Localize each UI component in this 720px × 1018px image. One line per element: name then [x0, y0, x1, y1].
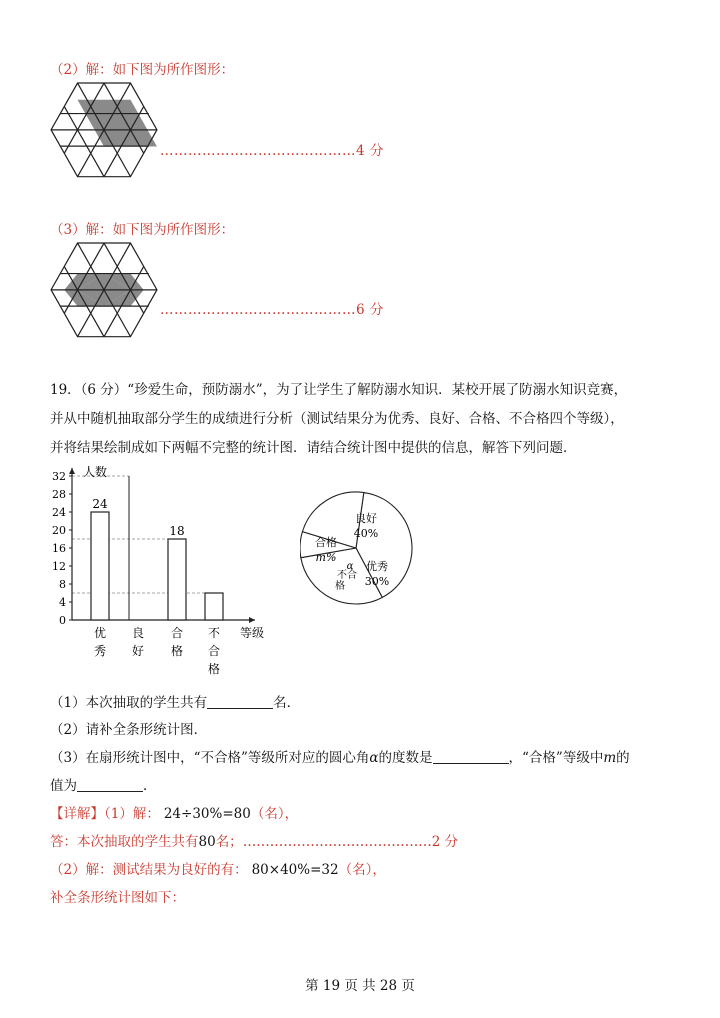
q3-m-blank[interactable]: [77, 777, 143, 792]
bar-不合格: [205, 593, 223, 620]
pie-value-优秀: 30%: [364, 575, 390, 588]
x-tick-label-良好-1: 好: [131, 644, 145, 658]
q3-prefix: （3）在扇形统计图中，“不合格”等级所对应的圆心角: [50, 750, 370, 766]
q19-line1: 19．（6 分）“珍爱生命，预防溺水”，为了让学生了解防溺水知识．某校开展了防溺水知识竞赛，: [50, 382, 628, 398]
y-tick-label-8: 8: [59, 578, 66, 591]
page-footer: 第 19 页 共 28 页: [305, 978, 415, 994]
solution-line1: [50, 802, 298, 822]
y-tick-label-32: 32: [52, 470, 66, 483]
pie-value-良好: 40%: [353, 527, 379, 540]
pie-label-合格: 合格: [315, 536, 337, 549]
part2-heading: （2）解：如下图为所作图形：: [50, 62, 235, 78]
x-axis-arrow: [249, 617, 255, 623]
q1-suffix: 名．: [273, 695, 301, 711]
data-label-合格: 18: [169, 524, 185, 538]
y-tick-label-0: 0: [59, 614, 66, 627]
triangle-grid: [51, 243, 157, 337]
pie-label-优秀: 优秀: [366, 560, 388, 573]
hexagon-figure-part2: [48, 82, 160, 194]
x-tick-label-优秀-1: 秀: [93, 644, 107, 658]
solution-line3-unit: （名），: [338, 862, 386, 878]
q3-alpha-blank[interactable]: [433, 749, 509, 764]
solution-line2: [50, 830, 458, 850]
y-tick-label-4: 4: [59, 596, 66, 609]
pie-label-良好: 良好: [355, 512, 377, 525]
solution-line3: [50, 858, 386, 878]
y-axis-label: 人数: [83, 465, 108, 479]
pie-chart: [300, 490, 420, 610]
y-tick-label-16: 16: [52, 542, 66, 555]
solution-line2-num: 80: [198, 834, 216, 850]
q1: [50, 691, 300, 711]
q3-line2: [50, 774, 157, 794]
y-tick-label-28: 28: [52, 488, 66, 501]
triangle-grid: [51, 83, 157, 177]
solution-line1-unit: （名），: [250, 806, 299, 822]
y-tick-label-24: 24: [52, 506, 66, 519]
y-tick-label-20: 20: [52, 524, 66, 537]
q3-mid2: ，“合格”等级中: [508, 750, 604, 766]
q1-prefix: （1）本次抽取的学生共有: [50, 695, 208, 711]
q3-line2-prefix: 值为: [50, 778, 77, 794]
part3-score: ……………………………………6 分: [160, 302, 384, 318]
bar-优秀: [91, 512, 109, 620]
q19-line2: 并从中随机抽取部分学生的成绩进行分析（测试结果分为优秀、良好、合格、不合格四个等级），: [50, 411, 624, 427]
x-tick-label-合格-0: 合: [170, 626, 184, 640]
q3-line1: [50, 746, 630, 766]
q3-line2-suffix: ．: [143, 778, 157, 794]
part2-score: ……………………………………4 分: [160, 143, 384, 159]
x-tick-label-不合格-2: 格: [207, 662, 221, 676]
solution-line2-prefix: 答：本次抽取的学生共有: [50, 834, 199, 850]
q3-alpha: α: [369, 750, 379, 766]
pie-label-不合格-2: 格: [335, 581, 345, 592]
bar-chart: [50, 460, 280, 680]
data-label-优秀: 24: [92, 497, 108, 511]
solution-line4: 补全条形统计图如下：: [50, 890, 185, 906]
q3-mid: 的度数是: [378, 750, 433, 766]
hexagon-figure-part3: [48, 242, 160, 354]
solution-line2-mid: 名；: [215, 834, 243, 850]
solution-line1-text: （1）解：: [104, 806, 160, 822]
x-tick-label-不合格-0: 不: [207, 626, 221, 640]
pie-alpha: α: [346, 561, 354, 572]
bar-合格: [168, 539, 186, 620]
q1-answer-blank[interactable]: [207, 694, 273, 709]
x-axis-label: 等级: [239, 626, 265, 640]
q19-line3: 并将结果绘制成如下两幅不完整的统计图．请结合统计图中提供的信息，解答下列问题．: [50, 440, 577, 456]
solution-line3-text: （2）解：测试结果为良好的有：: [50, 862, 248, 878]
pie-value-合格: m%: [315, 551, 337, 564]
q2: （2）请补全条形统计图．: [50, 722, 208, 738]
y-tick-label-12: 12: [52, 560, 66, 573]
part3-heading: （3）解：如下图为所作图形：: [50, 222, 235, 238]
q3-m: m: [603, 750, 617, 766]
x-tick-label-良好-0: 良: [131, 626, 145, 640]
y-axis-arrow: [69, 468, 75, 474]
x-tick-label-不合格-1: 合: [207, 644, 221, 658]
solution-tag: 【详解】: [50, 806, 104, 822]
pie-label-不合格-1: 不合: [337, 570, 357, 581]
solution-line3-formula: 80×40%=32: [251, 862, 339, 878]
solution-line1-formula: 24÷30%=80: [163, 806, 251, 822]
x-tick-label-合格-1: 格: [170, 644, 184, 658]
x-tick-label-优秀-0: 优: [93, 626, 107, 640]
solution-line2-dots: ……………………………………2 分: [242, 834, 459, 850]
q3-end: 的: [616, 750, 630, 766]
